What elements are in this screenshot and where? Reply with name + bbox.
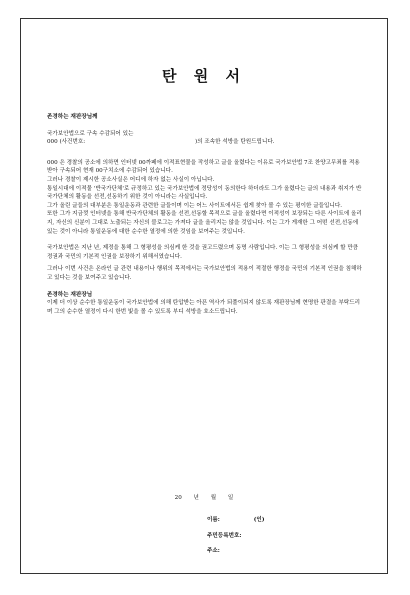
paragraph: 그러나 이번 사건은 온라인 글 관련 내용이나 행위의 목적에서는 국가보안법의 적용이 적절한 행정을 국민의 기본적 인권을 침해하고 있다는 것을 보여주고 있습니다.	[47, 266, 362, 281]
signature-address-label: 주소:	[207, 548, 220, 554]
paragraph: 그가 올린 글들의 대부분은 통일운동과 관련한 글들이며 이는 어느 사이트에서든 쉽게 찾아 볼 수 있는 평이한 글들입니다.	[47, 202, 343, 209]
intro-line: 국가보안법으로 구속 수감되어 있는	[47, 130, 134, 137]
date-line: 20 년 월 일	[174, 495, 234, 501]
signature-seal: (인)	[253, 517, 265, 523]
paragraph: 000 은 경찰의 공소에 의하면 인터넷 00까페에 이적표현물을 작성하고 글을 올렸다는 이유로 국가보안법 7조 찬양고무죄를 적용받아 구속되어 현재 00구치소에 수감되어 있습니다.	[47, 159, 360, 175]
paragraph: 그러나 경찰이 제시한 공소사실은 어디에 하자 없는 사실이 아닙니다.	[47, 176, 215, 183]
paragraph: 국가보안법은 지난 년, 제정을 통해 그 형평성을 의심케 한 것을 권고드렸으며 동명 사람입니다. 이는 그 형평성을 의심케 할 만큼 정권과 국민의 기본적 인권을 보장하기 위해서였습니다.	[47, 245, 359, 260]
document-body	[47, 113, 365, 316]
addressee: 존경하는 재판장님께	[47, 114, 98, 120]
signature-name-label: 이름:	[207, 517, 220, 523]
intro-name: 000 (사건번호:	[47, 139, 86, 146]
signature-id-label: 주민등록번호:	[207, 533, 242, 539]
document-title: 탄 원 서	[162, 67, 246, 85]
paragraph: 또한 그가 지금껏 인터넷을 통해 반국가단체의 활동을 선전,선동할 목적으로 글을 올렸다면 이적성이 보장되는 다른 사이트에 올리지, 자신의 신분이 그대로 노출되는 자신의 블로그는 가져다 글을 올리지는 않을 것입니다. 이는 그가 게재한 그 어떤 선전,선동에 있는 것이 아니라 통일운동에 대한 순수한 열정에 의한 것임을 보여주는 것입니다.	[47, 211, 362, 235]
closing-addressee: 존경하는 재판장님	[47, 291, 93, 298]
document-page	[20, 18, 388, 574]
paragraph: 이제 더 이상 순수한 통일운동이 국가보안법에 의해 탄압받는 아픈 역사가 되풀이되지 않도록 재판장님께 현명한 판결을 부탁드리며 그의 순수한 열정이 다시 한번 빛을 볼 수 있도록 부디 석방을 호소드립니다.	[47, 300, 361, 315]
signature-name-row	[207, 515, 264, 523]
paragraph: 통일시대에 이적물 '반국가단체'로 규정하고 있는 국가보안법에 정당성이 동의한다 하더라도 그가 올렸다는 글의 내용과 취지가 반국가단체의 활동을 선전,선동하기 위한 것이 아니라는 사실입니다.	[47, 185, 362, 201]
intro-name-row	[47, 138, 365, 147]
intro-tail: )의 조속한 석방을 탄원드립니다.	[195, 139, 275, 146]
